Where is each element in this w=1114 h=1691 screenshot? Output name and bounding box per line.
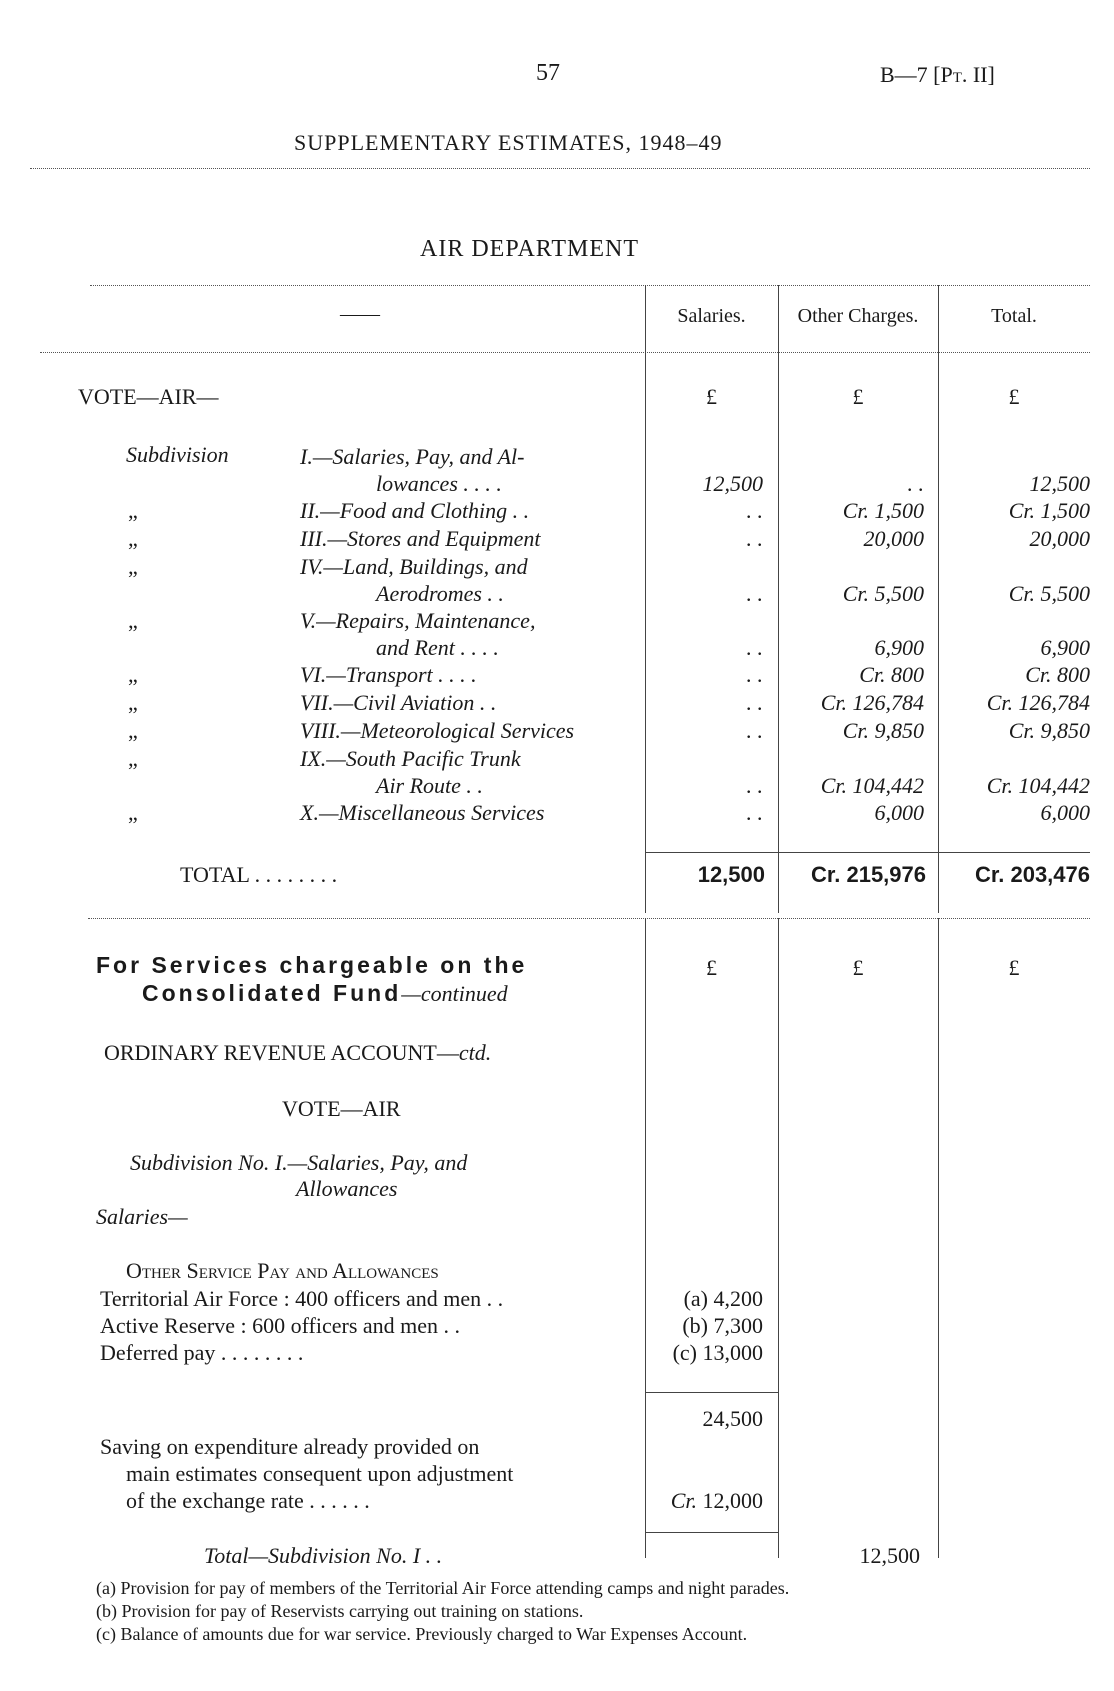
subdivision-other-value: Cr. 104,442	[820, 773, 924, 798]
subdivision-other-value: Cr. 1,500	[842, 498, 924, 523]
subdivision-label: II.—Food and Clothing . .	[300, 498, 530, 523]
currency-salaries: £	[706, 384, 717, 409]
header-rule	[30, 168, 1090, 169]
subdivision-salaries-value: . .	[746, 581, 763, 606]
subdivision-label: lowances . . . .	[376, 471, 502, 496]
subdivision-total-value: Cr. 126,784	[986, 690, 1090, 715]
subdivision-total-value: 20,000	[1029, 526, 1090, 551]
allowance-item-label: Territorial Air Force : 400 officers and men . .	[100, 1286, 504, 1311]
subdivision-salaries-value: . .	[746, 773, 763, 798]
subdivision-other-value: Cr. 9,850	[842, 718, 924, 743]
ditto-mark: „	[128, 498, 138, 523]
footnote-b: (b) Provision for pay of Reservists carrying out training on stations.	[96, 1601, 584, 1621]
ditto-mark: „	[128, 662, 138, 687]
column-header-other-charges: Other Charges.	[797, 305, 919, 327]
footnote-a: (a) Provision for pay of members of the Territorial Air Force attending camps and night parades.	[96, 1578, 790, 1598]
account-heading	[104, 1040, 491, 1066]
subdivision-label: X.—Miscellaneous Services	[300, 800, 545, 825]
subdivision-total-value: 6,900	[1040, 635, 1090, 660]
vote-label: VOTE—AIR—	[78, 384, 219, 409]
page-reference: B—7 [Pt. II]	[880, 62, 995, 87]
subdivision-salaries-value: . .	[746, 690, 763, 715]
consolidated-fund-label: Consolidated Fund	[142, 980, 402, 1006]
column-header-salaries: Salaries.	[677, 305, 746, 327]
currency-other: £	[852, 384, 864, 409]
department-title: AIR DEPARTMENT	[420, 236, 640, 262]
currency-total: £	[1008, 384, 1020, 409]
page-title: SUPPLEMENTARY ESTIMATES, 1948–49	[294, 130, 723, 155]
account-suffix: ctd.	[458, 1040, 492, 1065]
subtotal-value: 24,500	[702, 1406, 763, 1431]
subdivision-total-label: Total—Subdivision No. I . .	[204, 1543, 443, 1568]
subdivision-salaries-value: . .	[746, 498, 763, 523]
s2-currency-salaries: £	[706, 955, 717, 980]
subdivision-other-value: 6,000	[874, 800, 924, 825]
subdivision-total-value: Cr. 800	[1025, 662, 1090, 687]
total-salaries: 12,500	[697, 862, 765, 887]
subdivision-salaries-value: . .	[746, 662, 763, 687]
saving-line-3: of the exchange rate . . . . . .	[126, 1488, 370, 1513]
subdivision-label: and Rent . . . .	[376, 635, 499, 660]
allowance-item-label: Active Reserve : 600 officers and men . .	[100, 1313, 461, 1338]
column-header-blank: ——	[340, 303, 380, 325]
subtotal-rule	[645, 1392, 778, 1393]
allowance-item-value: (b) 7,300	[682, 1313, 763, 1338]
subdivision-label: IX.—South Pacific Trunk	[300, 746, 521, 771]
subdivision-salaries-value: . .	[746, 526, 763, 551]
s2-currency-other: £	[852, 955, 864, 980]
subdivision-salaries-value: . .	[746, 718, 763, 743]
total-label: TOTAL . . . . . . . .	[180, 862, 338, 887]
subdivision-label: VII.—Civil Aviation . .	[300, 690, 497, 715]
column-header-total: Total.	[991, 305, 1037, 327]
subdivision-other-value: Cr. 126,784	[820, 690, 924, 715]
subdivision-total-value: Cr. 5,500	[1008, 581, 1090, 606]
section-rule	[88, 918, 1090, 919]
s2-total-column-rule	[938, 918, 939, 1558]
saving-line-2: main estimates consequent upon adjustment	[126, 1461, 514, 1486]
saving-value: Cr. 12,000	[670, 1488, 763, 1513]
subdivision-label: IV.—Land, Buildings, and	[300, 554, 528, 579]
allowance-item-label: Deferred pay . . . . . . . .	[100, 1340, 304, 1365]
ditto-mark: „	[128, 608, 138, 633]
subdivision-salaries-value: . .	[746, 635, 763, 660]
subdivision-heading-line2: Allowances	[296, 1176, 398, 1201]
salaries-label: Salaries—	[96, 1204, 188, 1229]
subdivision-other-value: Cr. 5,500	[842, 581, 924, 606]
subdivision-total-rule	[645, 1532, 778, 1533]
total-other-charges: Cr. 215,976	[811, 862, 926, 887]
ditto-mark: „	[128, 526, 138, 551]
subdivision-label: I.—Salaries, Pay, and Al-	[300, 444, 525, 469]
subdivision-total-value: 6,000	[1040, 800, 1090, 825]
subdivision-salaries-value: 12,500	[702, 471, 763, 496]
column-header-rule	[40, 352, 1090, 353]
page-number: 57	[536, 60, 560, 86]
allowances-heading: Other Service Pay and Allowances	[126, 1258, 439, 1283]
footnote-c: (c) Balance of amounts due for war service. Previously charged to War Expenses Account.	[96, 1624, 748, 1644]
total-total: Cr. 203,476	[975, 862, 1090, 887]
account-main: ORDINARY REVENUE ACCOUNT—	[104, 1040, 459, 1065]
subdivision-other-value: . .	[907, 471, 924, 496]
s2-currency-total: £	[1008, 955, 1020, 980]
subdivision-label: Aerodromes . .	[376, 581, 504, 606]
services-heading-line2	[142, 980, 508, 1007]
subdivision-label: VIII.—Meteorological Services	[300, 718, 575, 743]
ditto-mark: „	[128, 718, 138, 743]
subdivision-total-value: Cr. 9,850	[1008, 718, 1090, 743]
subdivision-label: V.—Repairs, Maintenance,	[300, 608, 536, 633]
ditto-mark: „	[128, 554, 138, 579]
subdivision-total-value: Cr. 104,442	[986, 773, 1090, 798]
subdivision-other-value: 20,000	[863, 526, 924, 551]
subdivision-heading-line1: Subdivision No. I.—Salaries, Pay, and	[130, 1150, 468, 1175]
subdivision-total-value: 12,500	[859, 1543, 920, 1568]
s2-salaries-column-rule	[645, 918, 646, 1558]
services-heading-line1: For Services chargeable on the	[96, 952, 528, 978]
vote-air-heading: VOTE—AIR	[282, 1096, 401, 1121]
subdivision-total-value: Cr. 1,500	[1008, 498, 1090, 523]
s2-other-column-rule	[778, 918, 779, 1558]
allowance-item-value: (a) 4,200	[683, 1286, 763, 1311]
subdivision-other-value: Cr. 800	[859, 662, 924, 687]
ditto-mark: „	[128, 690, 138, 715]
subdivision-label: VI.—Transport . . . .	[300, 662, 477, 687]
saving-line-1: Saving on expenditure already provided on	[100, 1434, 480, 1459]
subdivision-total-value: 12,500	[1029, 471, 1090, 496]
subdivision-word: Subdivision	[126, 442, 229, 467]
subdivision-other-value: 6,900	[874, 635, 924, 660]
ditto-mark: „	[128, 800, 138, 825]
ditto-mark: „	[128, 746, 138, 771]
subdivision-salaries-value: . .	[746, 800, 763, 825]
total-rule	[645, 852, 1090, 853]
subdivision-label: III.—Stores and Equipment	[300, 526, 541, 551]
saving-amount: 12,000	[702, 1488, 763, 1513]
table-top-rule	[90, 285, 1090, 286]
subdivision-label: Air Route . .	[376, 773, 483, 798]
continued-suffix: —continued	[401, 981, 508, 1006]
allowance-item-value: (c) 13,000	[672, 1340, 763, 1365]
